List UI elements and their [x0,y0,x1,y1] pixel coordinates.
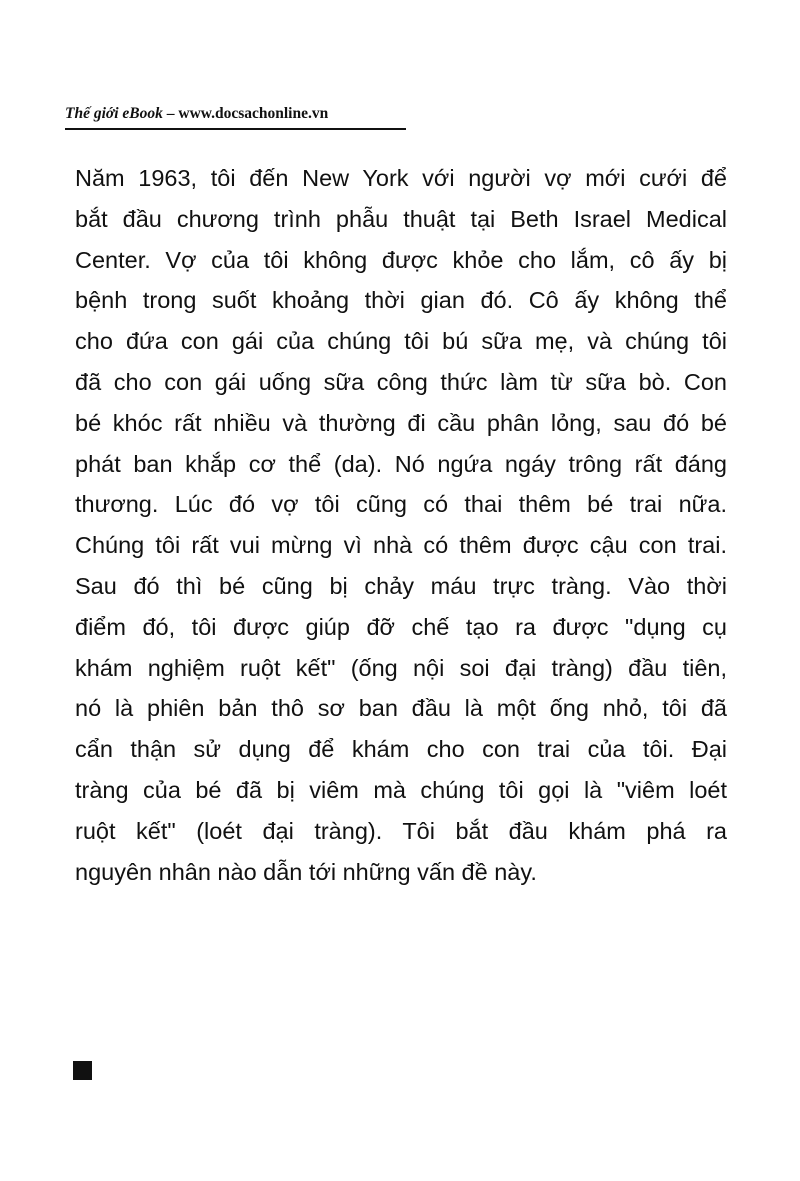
paragraph-line: cẩn thận sử dụng để khám cho con trai của tôi. Đại [75,736,727,763]
paragraph-line: phát ban khắp cơ thể (da). Nó ngứa ngáy trông rất đáng [75,450,727,477]
paragraph-line: bé khóc rất nhiều và thường đi cầu phân lỏng, sau đó bé [75,409,727,436]
paragraph-line: thương. Lúc đó vợ tôi cũng có thai thêm bé trai nữa. [75,491,727,518]
paragraph-line: nguyên nhân nào dẫn tới những vấn đề này. [75,858,537,885]
paragraph-line: điểm đó, tôi được giúp đỡ chế tạo ra được "dụng cụ [75,613,727,640]
header-separator: – [166,105,175,122]
paragraph-line: Sau đó thì bé cũng bị chảy máu trực tràng. Vào thời [75,572,727,599]
paragraph-line: Chúng tôi rất vui mừng vì nhà có thêm được cậu con trai. [75,532,727,559]
paragraph-line: cho đứa con gái của chúng tôi bú sữa mẹ, và chúng tôi [75,328,727,355]
paragraph-line: đã cho con gái uống sữa công thức làm từ sữa bò. Con [75,368,727,395]
header-rule [65,128,406,130]
paragraph-line: bệnh trong suốt khoảng thời gian đó. Cô ấy không thể [75,287,727,314]
end-of-section-marker-icon [73,1061,92,1080]
body-paragraph [75,158,727,892]
header-site-link[interactable]: www.docsachonline.vn [178,105,329,122]
paragraph-line: Center. Vợ của tôi không được khỏe cho lắm, cô ấy bị [75,246,727,273]
paragraph-line: khám nghiệm ruột kết" (ống nội soi đại tràng) đầu tiên, [75,654,727,681]
paragraph-line: nó là phiên bản thô sơ ban đầu là một ống nhỏ, tôi đã [75,695,727,722]
header-brand: Thế giới eBook [65,105,163,122]
running-header [65,104,405,124]
paragraph-line: ruột kết" (loét đại tràng). Tôi bắt đầu khám phá ra [75,817,727,844]
paragraph-line: bắt đầu chương trình phẫu thuật tại Beth Israel Medical [75,205,727,232]
paragraph-line: tràng của bé đã bị viêm mà chúng tôi gọi là "viêm loét [75,776,727,803]
paragraph-line: Năm 1963, tôi đến New York với người vợ mới cưới để [75,165,727,191]
